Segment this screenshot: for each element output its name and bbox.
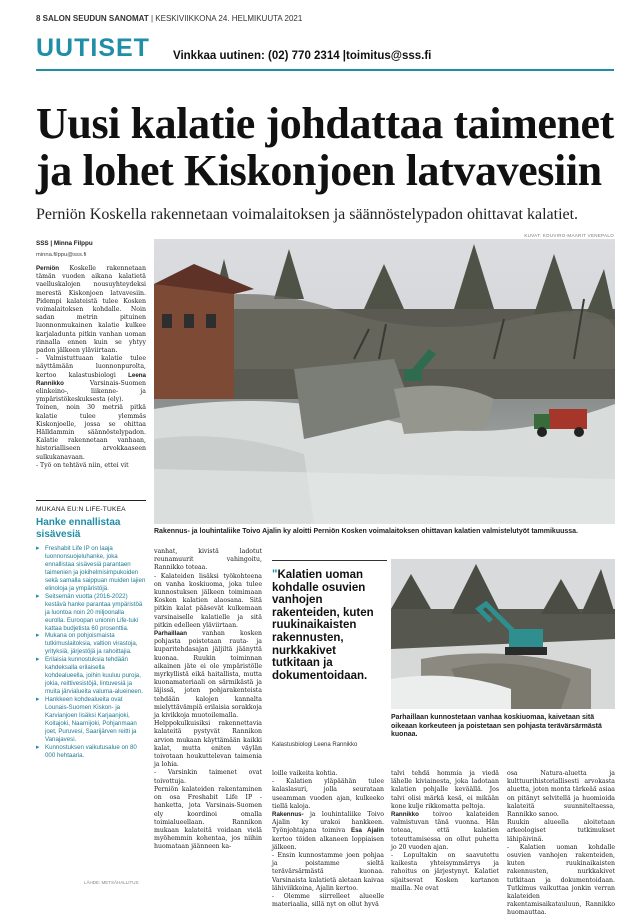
factbox-list — [36, 545, 146, 760]
list-item: ▸ Erilaisia kunnostuksia tehdään kahdeksalla erilaisella kohdealueella, joihin kuuluu puroja, jokia, reittivesistöjä, lintuvesiä ja muita järvialueita valuma-alueineen. — [36, 656, 143, 696]
col2-top: vanhat, kivistä ladotut reunamuurit vahingoitu, Rannikko toteaa. — [154, 548, 262, 572]
quote-mark-icon: " — [272, 569, 278, 581]
col4-p1: talvi tehdä hommia ja viedä lähelle kiviainesta, joka ladotaan kalatien pohjalle keväällä. Jos talvi olisi märkä kesä, ei mikään kone kulje rikkomatta peltoja. — [391, 770, 499, 810]
photo-credit: KUVAT: KOUVIRO-MAARIT VENEPALO — [524, 233, 614, 238]
issue-date: | KESKIVIIKKONA 24. HELMIKUUTA 2021 — [150, 14, 303, 23]
page-header — [36, 14, 302, 23]
col3-p2: - Kalatien yläpäähän tulee kalaslasuri, jolla seurataan useamman vuoden ajan, kulkeeko tiellä kaloja. — [272, 778, 384, 810]
factbox-title: Hanke ennallistaa sisävesiä — [36, 517, 121, 540]
list-item: ▸ Seitsemän vuotta (2016-2022) kestävä hanke parantaa ympäristöä ja luontoa noin 20 miljoonalla eurolla. Euroopan unionin Life-tuki kattaa budjetista 60 prosenttia. — [36, 592, 143, 632]
pull-quote-text: Kalatien uoman kohdalle osuvien vanhojen rakenteiden, kuten ruukinaikaisten rakennusten, nurkkakivet tutkitaan ja dokumentoidaan. — [272, 569, 374, 682]
bullet-icon: ▸ — [36, 743, 40, 751]
col3-p1: loille vaikeita kohtia. — [272, 770, 338, 777]
col3-p5: - Olemme siirrelleet alueelle materiaalia, sillä nyt on ollut hyvä — [272, 893, 384, 909]
author-email: minna.filppu@sss.fi — [36, 252, 87, 258]
col2-lead-word: Parhaillaan — [154, 630, 188, 638]
col1-p2a: - Valmistuttuaan kalatie tulee näyttämään luonnonpurolta, kertoo kalastusbiologi — [36, 355, 146, 379]
list-item: ▸ Mukana on pohjoismaista tutkimuslaitoksia, valtion virastoja, yrityksiä, järjestöjä ja rahoittajia. — [36, 632, 138, 656]
bullet-icon: ▸ — [36, 696, 40, 704]
article-column-4: talvi tehdä hommia ja viedä lähelle kiviainesta, joka ladotaan kalatien pohjalle keväällä. Jos talvi olisi märkä kesä, ei mikään kone kulje rikkomatta peltoja. Rannikko toivoo kalateiden valmistuvan tänä vuonna. Hän toteaa, että kalatien toteuttamisessa on ollut puhetta jo 20 vuoden ajan. - Lopultakin on saavutettu kaikesta yhteisymmärrys ja rahoitus on järjestynyt. Kalatiet sijaitsevat Kosken kartanon mailla. Ne ovat — [391, 770, 499, 892]
col1-lead-word: Perniön — [36, 265, 60, 272]
news-tip-line: Vinkkaa uutinen: (02) 770 2314 |toimitus@sss.fi — [173, 50, 432, 62]
page-label: 8 SALON SEUDUN SANOMAT — [36, 14, 149, 23]
article-column-5 — [507, 770, 615, 918]
article-lead: Perniön Koskella rakennetaan voimalaitoksen ja säännöstelypadon ohittavat kalatiet. — [36, 206, 579, 223]
col1-p4: - Työ on tehtävä niin, ettei vit — [36, 461, 129, 469]
col2-p1: - Kalateiden lisäksi työkohteena on vanha koskiuoma, joka tulee kunnostuksen jälkeen toimimaan Kosken kalatien alaosana. Sitä pitkin kalat pääsevät kulkemaan varsinaiselle kalatielle ja sitä pitkin edelleen yläviirtaan. — [154, 572, 262, 629]
col1-p3: Toinen, noin 30 metriä pitkä kalatie tulee ylemmäs Kiskonjoelle, jossa se ohittaa Hälldammin säännöstelypadon. Kalatie rakennetaan vanhaan, historialliseen arvokkaaseen sulkukanavaan. — [36, 404, 146, 461]
section-rule — [36, 69, 614, 71]
article-column-2 — [154, 548, 262, 852]
pull-quote-source: Kalastusbiologi Leena Rannikko — [272, 742, 358, 748]
article-column-1 — [36, 265, 146, 470]
col1-p2b: Varsinais-Suomen elinkeino-, liikenne- ja ympäristökeskuksesta (ely). — [36, 379, 146, 404]
section-name: UUTISET — [36, 34, 150, 62]
factbox-header: MUKANA EU:N LIFE-TUKEA — [36, 500, 146, 513]
pull-quote — [272, 560, 387, 682]
col5-p1: osa Natura-aluetta ja kulttuurihistoriallisesti arvokasta aluetta, joten monta tärkeää asiaa on pitänyt selvitellä ja huomioida kalateitä suunniteltaessa, Rannikko sanoo. — [507, 770, 615, 819]
col4-p3: - Lopultakin on saavutettu kaikesta yhteisymmärrys ja rahoitus on järjestynyt. Kalatiet sijaitsevat Kosken kartanon mailla. Ne ovat — [391, 852, 499, 892]
col3-p4: - Ensin kunnostamme joen pohjaa ja poistamme sieltä terävärsärmästä kuonaa. Varsinaista kalatietä aletaan kaivaa lähiviikkoina, Ajalin kertoo. — [272, 852, 384, 892]
list-item: ▸ Hankkeen kohdealueita ovat Lounais-Suomen Kiskon- ja Karvianjoen lisäksi Karjaanjoki, Koitajoki, Naarnijoki, Pohjanmaan joet, Puruvesi, Saarijärven reitti ja Vanajavesi. — [36, 696, 137, 743]
main-photo — [154, 239, 615, 524]
article-title: Uusi kalatie johdattaa taimenet ja lohet Kiskonjoen latvavesiin — [36, 99, 614, 195]
col3-lead-word: Rakennus- — [272, 811, 304, 819]
secondary-photo — [391, 559, 615, 709]
col2-p5: Perniön kalateiden rakentaminen on osa Freshabit Life IP -hanketta, jota Varsinais-Suomen ely koordinoi omalla toimialueellaan. Rannikon mukaan kalateitä voidaan vielä myöhemmin kohentaa, jos niihin huomataan jäänneen ka- — [154, 785, 262, 851]
col4-lead-word: Rannikko — [391, 811, 419, 819]
bullet-icon: ▸ — [36, 632, 40, 640]
bullet-icon: ▸ — [36, 545, 40, 552]
list-item: ▸ Freshabit Life IP on laaja luonnonsuojeluhanke, joka ennallistaa sisävesiä parantaen taimenien ja jokihelmisimpukoiden sekä samalla saippuan muiden lajien elinoloja ja ympäristöjä. — [36, 545, 146, 592]
factbox-credit: LÄHDE: METSÄHALLITUS — [84, 880, 139, 885]
col1-p1: Koskelle rakennetaan tämän vuoden aikana kalatietä vaelluskalojen nousuyhteydeksi merestä Kiskonjoen latvavesiin. Pidempi kalateistä tulee Kosken voimalaitoksen kohdalle. Noin sadan metrin pituinen luonnonmukainen kalatie kulkee karjaladunta pitkin vanhan uoman rinnalla ennen kuin se yhtyy padon jälkeen yläviirtaan. — [36, 265, 146, 355]
col2-p4: - Varsinkin taimenet ovat toivottuja. — [154, 769, 262, 785]
col5-p3: - Kalatien uoman kohdalle osuvien vanhojen rakenteiden, kuten ruukinaikaisten rakennusten, nurkkakivet tutkitaan ja dokumentoidaan. Tutkimus vaikuttaa jonkin verran kalateiden rakentamisaikatauluun, Rannikko huomauttaa. — [507, 843, 615, 917]
col3-name: Esa Ajalin — [350, 827, 384, 835]
secondary-photo-caption: Parhaillaan kunnostetaan vanhaa koskiuomaa, kaivetaan sitä oikeaan korkeuteen ja poistetaan sen pohjasta terävärsärmästä kuonaa. — [391, 714, 602, 739]
bullet-icon: ▸ — [36, 592, 40, 600]
byline: SSS | Minna Filppu — [36, 240, 93, 247]
col5-p2: Ruukin alueella aloitetaan arkeologiset tutkimukset lähipäivinä. — [507, 819, 615, 843]
list-item: ▸ Kunnostuksen vaikutusalue on 80 000 hehtaaria. — [36, 743, 137, 759]
main-photo-caption: Rakennus- ja louhintaliike Toivo Ajalin ky aloitti Perniön Kosken voimalaitoksen ohittavan kalatien valmistelutyöt tammikuussa. — [154, 528, 578, 535]
col2-p2: vanhan kosken pohjasta poistetaan rauta- ja kuparitehdasajan jäljiltä jäänyttä kuonaa. Ruukin toiminnan aikainen jäte ei ole ympäristölle myrkyllistä eikä haitallista, mutta kuonamateriaali on särmikästä ja läjissä, joten pohjarakenteista tehdään kalojen kannalta mielyttävämpiä erilaisia sorakkoja ja kivikkoja muotoilemalla. — [154, 630, 262, 720]
col1-p2-name: Leena Rannikko — [36, 371, 146, 387]
article-column-3: loille vaikeita kohtia. - Kalatien yläpäähän tulee kalaslasuri, jolla seurataan useamman vuoden ajan, kulkeeko tiellä kaloja. Rakennus- ja louhintaliike Toivo Ajalin ky urakoi hankkeen. Työnjohtajana toimiva Esa Ajalin kertoo töiden alkaneen loppiaisen jälkeen. - Ensin kunnostamme joen pohjaa ja poistamme sieltä terävärsärmästä kuonaa. Varsinaista kalatietä aletaan kaivaa lähiviikkoina, Ajalin kertoo. - Olemme siirrelleet alueelle materiaalia, sillä nyt on ollut hyvä — [272, 770, 384, 909]
bullet-icon: ▸ — [36, 656, 40, 664]
col2-p3: Helppokulkuisiksi rakennettavia kalateitä pystyvät Rannikon arvion mukaan käyttämään kaikki kalat, mutta eniten väylän toivotaan houkuttelevan taimenia ja lohia. — [154, 720, 262, 769]
